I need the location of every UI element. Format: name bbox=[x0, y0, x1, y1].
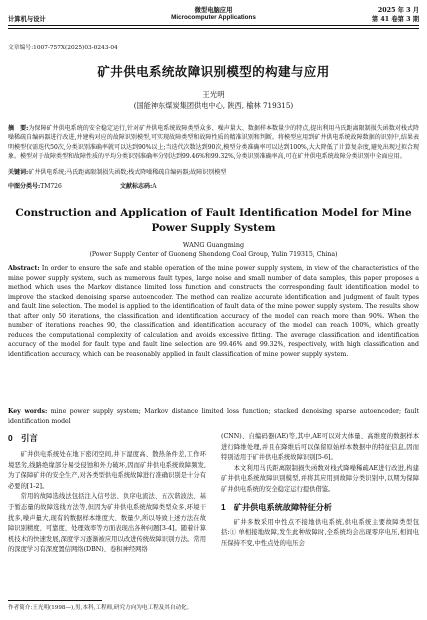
body-paragraph: 矿井多数采用中性点不接地供电系统,供电系统主要故障类型包括:① 单相接地故障,发生此种故障时,全系统均会出现零序电压,相间电压保持不变,中性点处的电压会 bbox=[221, 518, 419, 547]
affiliation-en: (Power Supply Center of Guoneng Shendong Coal Group, Yulin 719315, China) bbox=[89, 251, 338, 258]
title-en: Construction and Application of Fault Identification Model for Mine Power Supply System bbox=[15, 207, 412, 234]
clc-label: 中图分类号: bbox=[8, 183, 41, 190]
doc-code-label: 文献标志码: bbox=[120, 183, 153, 190]
abstract-zh bbox=[8, 124, 419, 161]
header-rule-thick bbox=[8, 25, 419, 26]
keywords-en bbox=[8, 407, 419, 426]
abstract-en-label: Abstract: bbox=[8, 265, 40, 272]
running-header bbox=[8, 3, 419, 25]
classification-line bbox=[8, 181, 419, 190]
header-rule-thin bbox=[8, 28, 419, 29]
abstract-zh-label: 摘 要: bbox=[8, 125, 29, 132]
header-journal-name-en: Microcomputer Applications bbox=[171, 14, 256, 21]
footnote-rule bbox=[8, 600, 102, 601]
abstract-en bbox=[8, 264, 419, 359]
body-paragraph: 常用的故障选线法包括注入信号法、负序电流法、五次谐波法、基于暂态量的故障选线方法等,但因为矿井供电系统故障类型众多,环境干扰多,噪声量大,现有的数据样本维度大、数量少,所以导致上述方法在故障识别精度、可靠度、处理效率等方面表现出各种问题[3-4]。随着计算机技术的快速发展,深度学习逐渐被应用以改进传统故障识别方法。常用的深度学习有深度置信网络(DBN)、卷积神经网络 bbox=[8, 493, 206, 554]
title-zh: 矿井供电系统故障识别模型的构建与应用 bbox=[97, 64, 330, 79]
body-column-right bbox=[221, 432, 419, 549]
keywords-zh-text: 矿井供电系统;马氏距离限制损失函数;栈式降噪稀疏自编码器;故障识别模型 bbox=[28, 169, 227, 176]
doc-code-value: A bbox=[152, 183, 157, 190]
header-date: 2025 年 3 月 bbox=[377, 7, 419, 14]
section-heading-fault-analysis: 1 矿井供电系统故障特征分析 bbox=[221, 502, 332, 512]
body-column-left bbox=[8, 432, 206, 556]
body-paragraph: (CNN)、自编码器(AE)等,其中,AE可以对大体量、高维度的数据样本进行降维处理,并且在降维后可以保留原始样本数据中的特征信息,因而特别适用于矿井供电系统故障识别[5-6]。 bbox=[221, 433, 419, 462]
header-journal-name-zh: 微型电脑应用 bbox=[194, 7, 233, 14]
header-volume-issue: 第 41 卷第 3 期 bbox=[371, 16, 419, 23]
article-number: 文章编号:1007-757X(2025)03-0243-04 bbox=[8, 45, 118, 51]
keywords-zh bbox=[8, 169, 419, 177]
header-section-label: 计算机与设计 bbox=[8, 16, 46, 23]
clc-value: TM726 bbox=[40, 183, 62, 190]
abstract-en-text: In order to ensure the safe and stable operation of the mine power supply system, in view of the characteristics of the mine power supply system, such as numerous fault types, large noise and small number of data samples, this paper proposes a method which uses the Markov distance limited loss function and constructs the corresponding fault identification model to improve the stacked denoising sparse autoencoder. The method can realize accurate identification and judgment of fault types and fault line selection. The model is applied to the identification of fault data of the mine power supply system. The results show that after only 50 iterations, the classification and identification accuracy of the model can reach more than 90%. When the number of iterations reaches 90, the classification and identification accuracy of the model can reach 100%, which greatly reduces the computational complexity of calculation and avoids excessive fitting. The average classification and identification accuracy of the model for fault type and fault line selection are 99.46% and 99.32%, respectively, with high classification and identification accuracy, which can be reasonably applied in fault classification of mine power supply system. bbox=[8, 265, 420, 358]
keywords-en-label: Key words: bbox=[8, 408, 48, 415]
affiliation-zh: (国能神东煤炭集团供电中心, 陕西, 榆林 719315) bbox=[133, 101, 294, 110]
body-paragraph: 本文利用马氏距离限制损失函数对栈式降噪稀疏AE进行改进,构建矿井供电系统故障识别模型,并将其应用到故障分类识别中,以期为保障矿井供电系统的安全稳定运行提供借鉴。 bbox=[221, 464, 419, 493]
keywords-en-text: mine power supply system; Markov distance limited loss function; stacked denoising sparse autoencoder; fault identification model bbox=[8, 408, 420, 425]
body-paragraph: 矿井供电系统处在地下密闭空间,井下湿度高、散热条件差,工作环境恶劣,线路绝缘部分易受侵蚀和外力破坏,因而矿井供电系统故障频发,为了保障矿井的安全生产,对各类型供电系统故障进行准确识别是十分有必要的[1-2]。 bbox=[8, 451, 206, 490]
author-footnote: 作者简介:王光明(1998—),男,本科,工程师,研究方向为电工程及其自动化。 bbox=[8, 605, 193, 611]
keywords-zh-label: 关键词: bbox=[8, 169, 29, 176]
author-zh: 王光明 bbox=[202, 90, 225, 99]
section-heading-introduction: 0 引言 bbox=[8, 433, 38, 443]
author-en: WANG Guangming bbox=[182, 241, 245, 249]
abstract-zh-text: 为保障矿井供电系统的安全稳定运行,针对矿井供电系统故障类型众多、噪声量大、数据样本数量少的特点,提出利用马氏距离限制损失函数对栈式降噪稀疏自编码器进行改进,并建构对应的故障识别模型,可实现故障类型和故障性质的精准识别和判断。将模型应用到矿井供电系统故障数据的识别中,结果表明模型仅需迭代50次,分类识别准确率就可以达到90%以上;当迭代次数达到90次,模型分类准确率可以达到100%,大大降低了计算复杂度,避免出现过拟合现象。模型对于故障类型和故障性质的平均分类识别准确率分别达到99.46%和99.32%,分类识别准确率高,可在矿井供电系统故障分类识别中全面应用。 bbox=[8, 125, 419, 160]
